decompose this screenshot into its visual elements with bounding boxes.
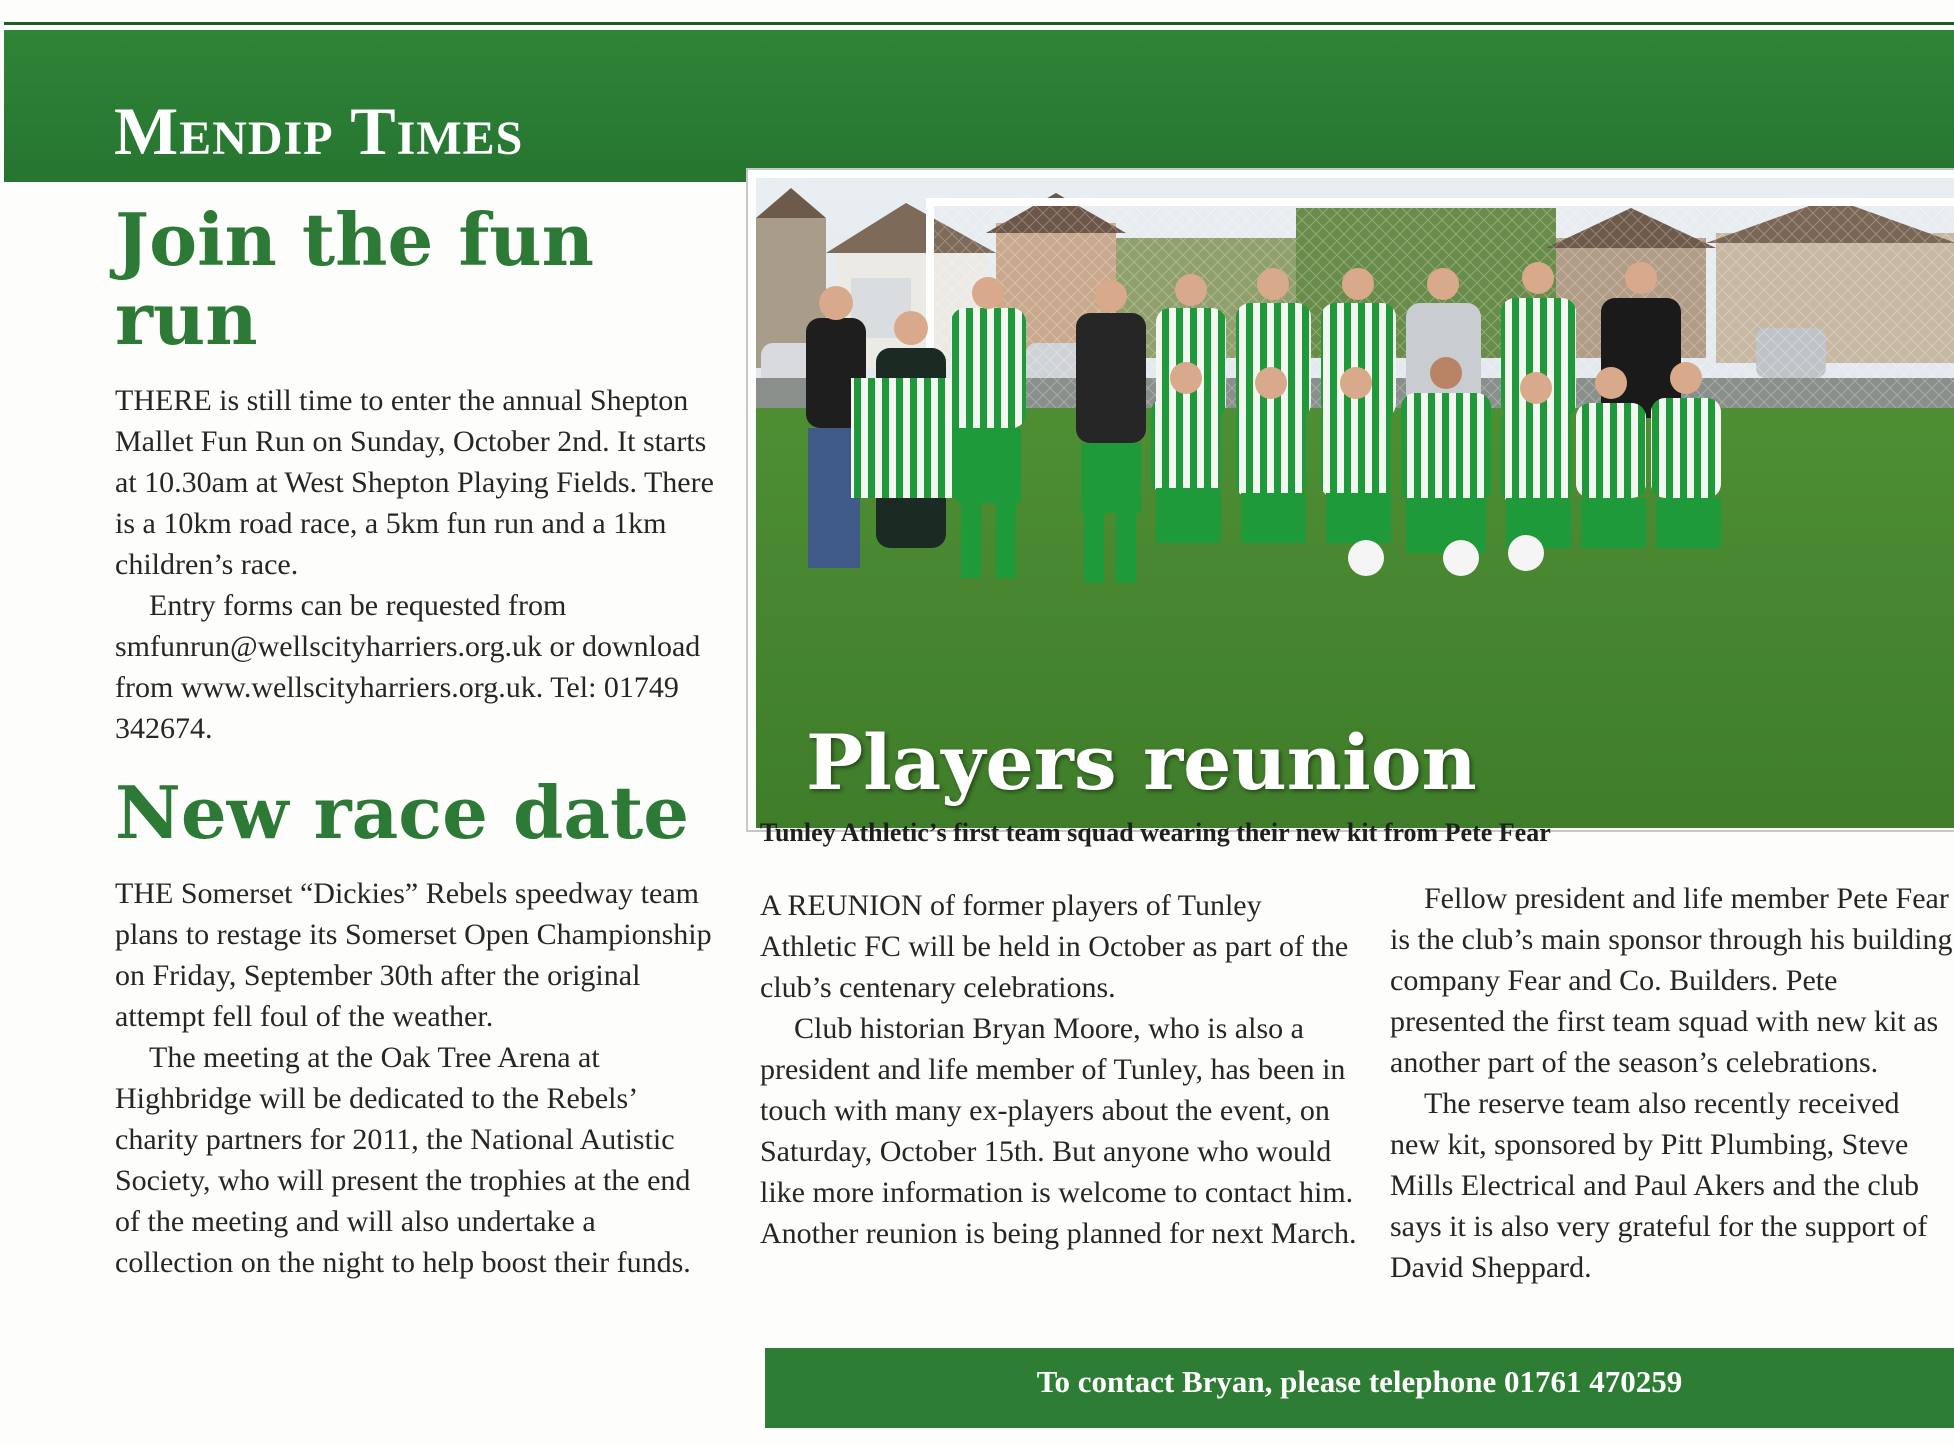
masthead-title: Mendip Times [114,93,524,169]
photo-title: Players reunion [806,718,1477,807]
top-rule [4,22,1954,25]
race-date-paragraph-1: THE Somerset “Dickies” Rebels speedway team plans to restage its Somerset Open Championship on Friday, September 30th after the original attempt fell foul of the weather. [115,876,712,1033]
fun-run-paragraph-2: Entry forms can be requested from smfunrun@wellscityharriers.org.uk or download from www.wellscityharriers.org.uk. Tel: 01749 342674. [115,589,701,746]
team-photo [756,178,1954,828]
race-date-headline: New race date [115,770,690,856]
fun-run-paragraph-1: THERE is still time to enter the annual Shepton Mallet Fun Run on Sunday, October 2nd. It starts at 10.30am at West Shepton Playing Fields. There is a 10km road race, a 5km fun run and a 1km children’s race. [115,384,714,582]
left-column [115,197,720,1283]
photo-caption: Tunley Athletic’s first team squad wearing their new kit from Pete Fear [760,818,1551,847]
sponsor-paragraph-2: The reserve team also recently received new kit, sponsored by Pitt Plumbing, Steve Mills Electrical and Paul Akers and the club says it is also very grateful for the support of David Sheppard. [1390,1087,1928,1284]
fun-run-headline: Join the fun run [115,197,595,362]
contact-banner [765,1348,1954,1428]
reunion-paragraph-2: Club historian Bryan Moore, who is also a president and life member of Tunley, has been in touch with many ex-players about the event, on Saturday, October 15th. But anyone who would like more information is welcome to contact him. Another reunion is being planned for next March. [760,1012,1357,1250]
reunion-paragraph-1: A REUNION of former players of Tunley Athletic FC will be held in October as part of the club’s centenary celebrations. [760,889,1349,1004]
right-column [1390,878,1954,1288]
team-photo-frame [746,168,1954,832]
race-date-paragraph-2: The meeting at the Oak Tree Arena at Highbridge will be dedicated to the Rebels’ charity partners for 2011, the National Autistic Society, who will present the trophies at the end of the meeting and will also undertake a collection on the night to help boost their funds. [115,1040,691,1279]
contact-text: To contact Bryan, please telephone 01761 470259 [1036,1364,1683,1399]
sponsor-paragraph-1: Fellow president and life member Pete Fear is the club’s main sponsor through his building company Fear and Co. Builders. Pete presented the first team squad with new kit as another part of the season’s celebrations. [1390,882,1953,1079]
masthead-banner [4,30,1954,182]
middle-column [760,885,1360,1254]
